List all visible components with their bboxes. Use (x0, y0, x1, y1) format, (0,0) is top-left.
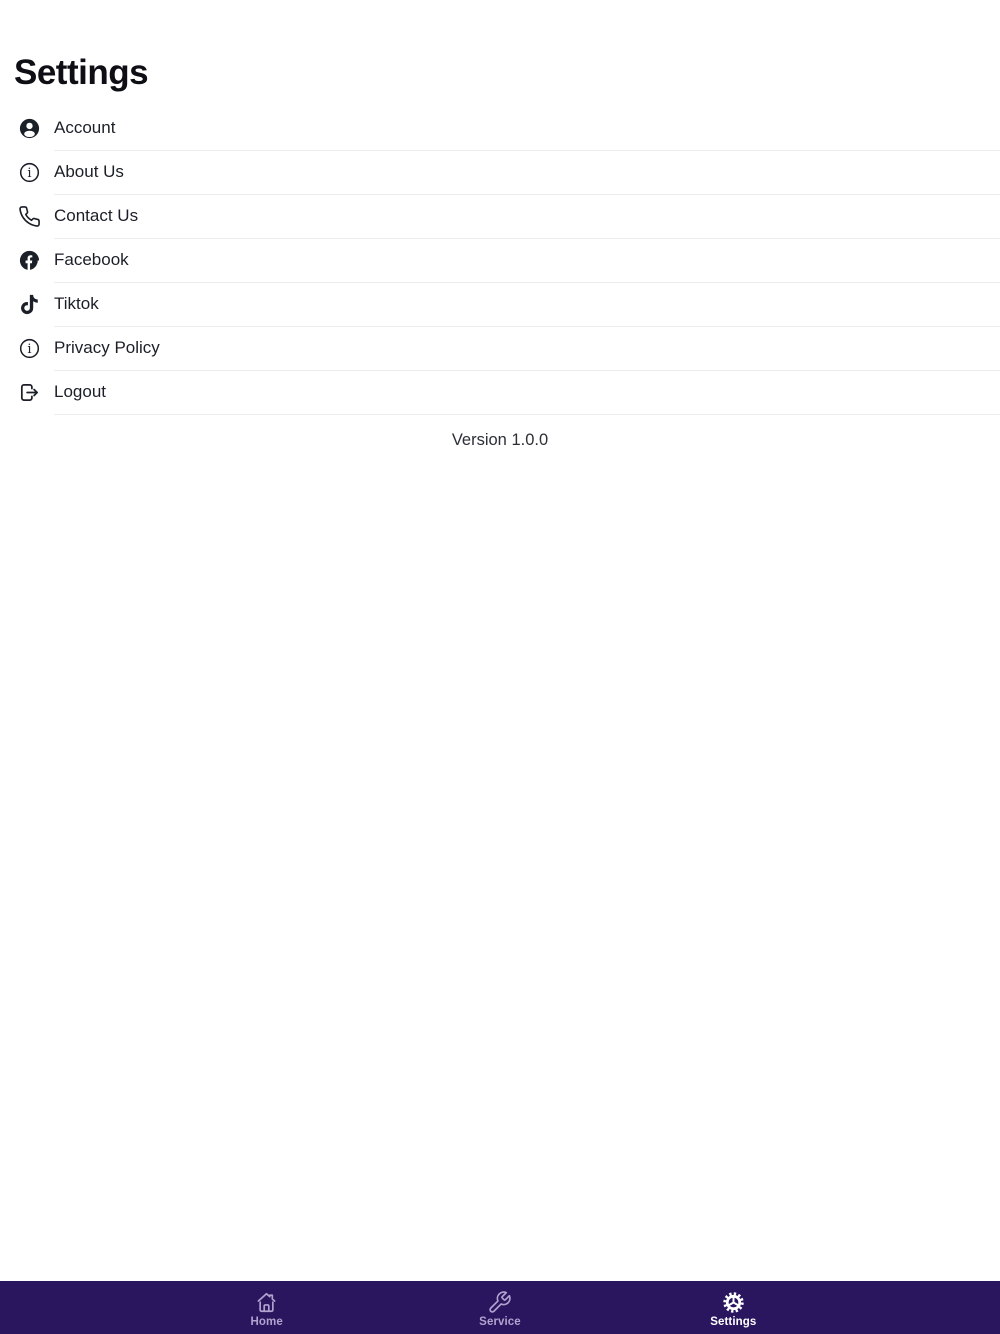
menu-item-contact-us[interactable] (0, 194, 1000, 238)
home-icon (254, 1290, 279, 1315)
tab-label: Home (250, 1315, 283, 1328)
account-circle-icon (17, 116, 41, 140)
tab-service[interactable] (383, 1281, 616, 1334)
menu-item-facebook[interactable] (0, 238, 1000, 282)
gear-icon (721, 1290, 746, 1315)
menu-item-tiktok[interactable] (0, 282, 1000, 326)
info-icon (17, 336, 41, 360)
menu-item-label: Logout (54, 381, 106, 401)
tab-label: Settings (710, 1315, 757, 1328)
settings-menu (0, 106, 1000, 414)
tab-home[interactable] (150, 1281, 383, 1334)
tab-settings[interactable] (617, 1281, 850, 1334)
menu-item-label: Facebook (54, 249, 129, 269)
menu-item-label: Account (54, 117, 116, 137)
menu-item-label: About Us (54, 161, 124, 181)
svg-text:i: i (26, 341, 32, 357)
tab-label: Service (479, 1315, 521, 1328)
menu-item-label: Tiktok (54, 293, 99, 313)
facebook-icon (17, 248, 41, 272)
settings-screen (0, 0, 1000, 450)
page-title: Settings (14, 53, 149, 92)
info-icon (17, 160, 41, 184)
bottom-tab-bar (0, 1281, 1000, 1334)
tiktok-icon (17, 292, 41, 316)
wrench-icon (487, 1290, 512, 1315)
phone-icon (17, 204, 41, 228)
svg-text:i: i (26, 165, 32, 181)
menu-item-privacy-policy[interactable] (0, 326, 1000, 370)
menu-item-label: Privacy Policy (54, 337, 160, 357)
menu-item-about-us[interactable] (0, 150, 1000, 194)
menu-item-label: Contact Us (54, 205, 139, 225)
menu-item-logout[interactable] (0, 370, 1000, 414)
menu-item-account[interactable] (0, 106, 1000, 150)
version-text: Version 1.0.0 (451, 431, 549, 449)
logout-icon (17, 380, 41, 404)
